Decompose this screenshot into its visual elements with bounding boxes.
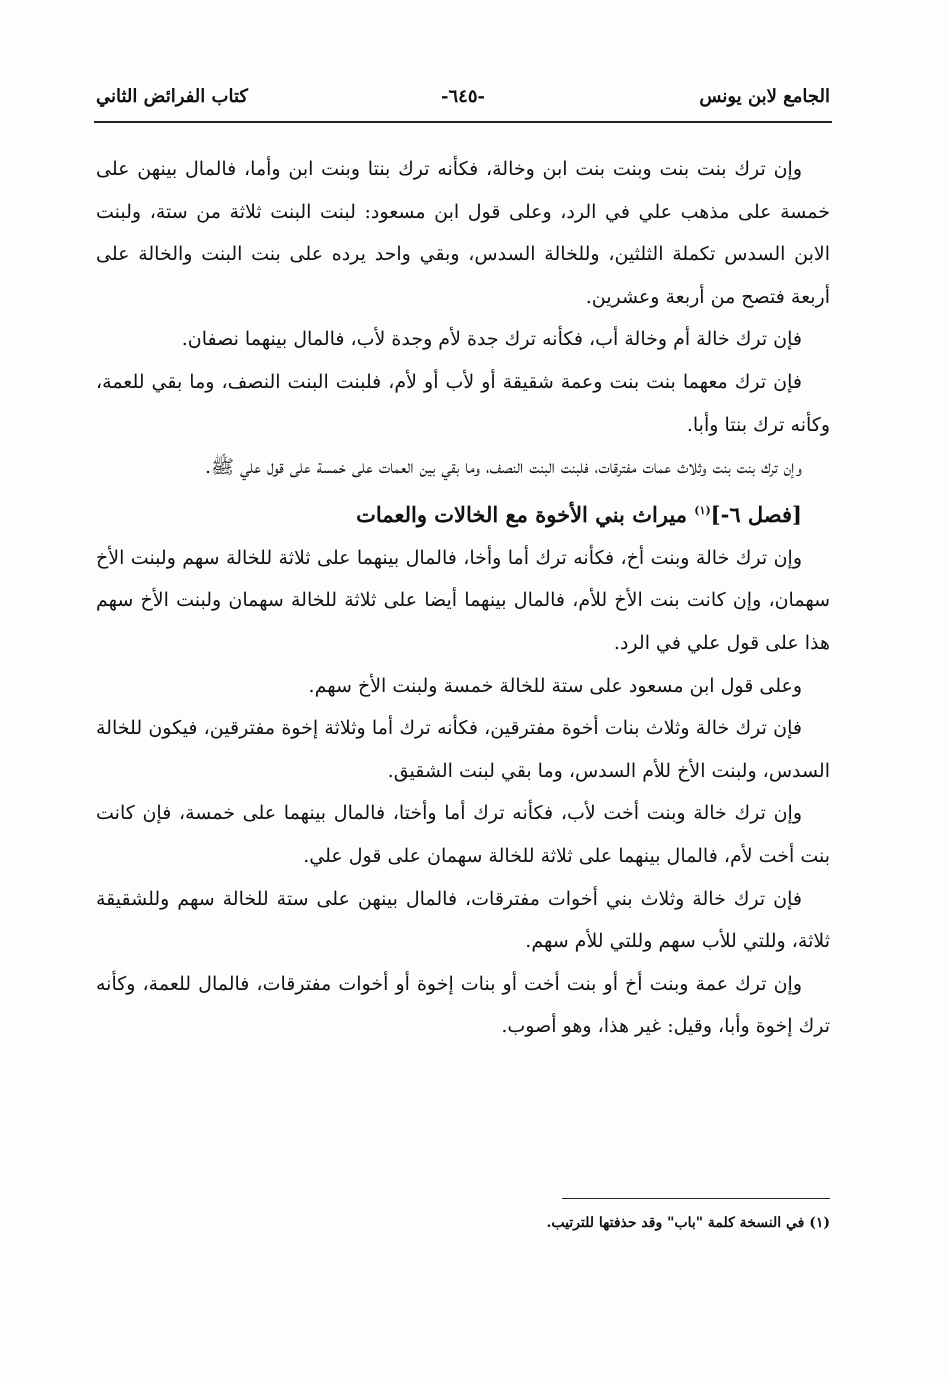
main-text bbox=[96, 148, 830, 1048]
paragraph: وإن ترك بنت بنت وثلاث عمات مفترقات، فلبنت البنت النصف، وما بقي بين العمات على خمسة على قول علي ﷺ. bbox=[204, 456, 802, 479]
paragraph: فإن ترك خالة وثلاث بنات أخوة مفترقين، فكأنه ترك أما وثلاثة إخوة مفترقين، فيكون للخالة السدس، ولبنت الأخ للأم السدس، وما بقي لبنت الشقيق. bbox=[96, 717, 830, 782]
paragraph: وإن ترك خالة وبنت أخ، فكأنه ترك أما وأخا، فالمال بينهما على ثلاثة للخالة سهم ولبنت الأخ سهمان، وإن كانت بنت الأخ للأم، فالمال بينهما أيضا على ثلاثة للخالة سهمان ولبنت الأخ سهم هذا على قول علي في الرد. bbox=[96, 546, 830, 654]
paragraph: فإن ترك خالة وثلاث بني أخوات مفترقات، فالمال بينهن على ستة للخالة سهم وللشقيقة ثلاثة، وللتي للأب سهم وللتي للأم سهم. bbox=[96, 887, 830, 953]
footnote-reference: (١) bbox=[694, 503, 711, 517]
paragraph: فإن ترك معهما بنت بنت وعمة شقيقة أو لأب أو لأم، فلبنت البنت النصف، وما بقي للعمة، وكأنه ترك بنتا وأبا. bbox=[96, 370, 830, 436]
header-page-number: -٦٤٥- bbox=[441, 86, 485, 107]
footnote: (١) في النسخة كلمة "باب" وقد حذفتها للترتيب. bbox=[546, 1215, 830, 1231]
paragraph: وعلى قول ابن مسعود على ستة للخالة خمسة ولبنت الأخ سهم. bbox=[308, 674, 802, 697]
paragraph: وإن ترك عمة وبنت أخ أو بنت أخت أو بنات إخوة أو أخوات مفترقات، فالمال للعمة، وكأنه ترك إخوة وأبا، وقيل: غير هذا، وهو أصوب. bbox=[96, 972, 830, 1038]
header-chapter-title: كتاب الفرائض الثاني bbox=[96, 86, 248, 107]
section-heading bbox=[96, 489, 830, 537]
paragraph: فإن ترك خالة أم وخالة أب، فكأنه ترك جدة لأم وجدة لأب، فالمال بينهما نصفان. bbox=[181, 328, 802, 351]
running-header bbox=[96, 86, 830, 116]
header-book-title: الجامع لابن يونس bbox=[699, 86, 830, 107]
footnote-rule bbox=[562, 1198, 830, 1199]
paragraph: وإن ترك بنت بنت وبنت بنت ابن وخالة، فكأنه ترك بنتا وبنت ابن وأما، فالمال بينهن على خمسة على مذهب علي في الرد، وعلى قول ابن مسعود: لبنت البنت ثلاثة من ستة، ولبنت الابن السدس تكملة الثلثين، وللخالة السدس، وبقي واحد يرده على بنت البنت والخالة على أربعة فتصح من أربعة وعشرين. bbox=[96, 158, 830, 308]
paragraph: وإن ترك خالة وبنت أخت لأب، فكأنه ترك أما وأختا، فالمال بينهما على خمسة، فإن كانت بنت أخت لأم، فالمال بينهما على ثلاثة للخالة سهمان على قول علي. bbox=[96, 802, 830, 867]
section-heading-title: ميراث بني الأخوة مع الخالات والعمات bbox=[356, 501, 695, 527]
section-heading-prefix: [فصل ٦-] bbox=[710, 501, 802, 527]
header-rule bbox=[94, 121, 832, 123]
